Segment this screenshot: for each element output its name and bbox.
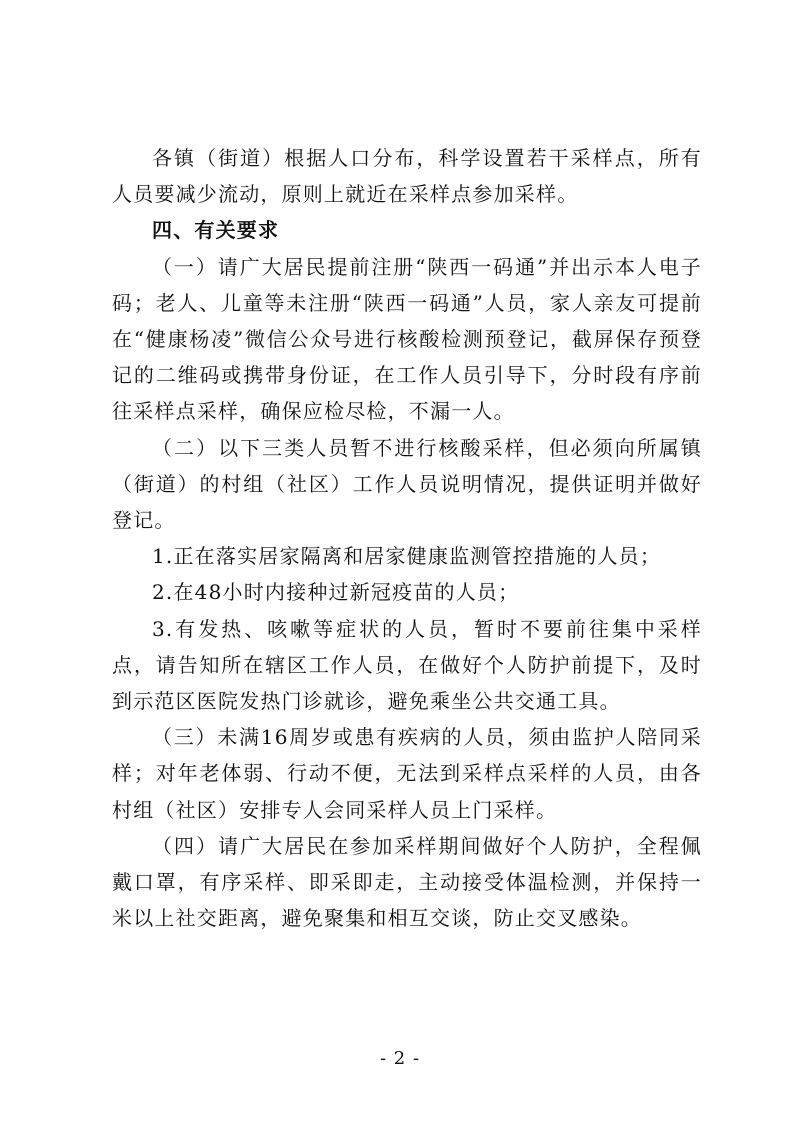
list-item-vaccinated: 2.在48小时内接种过新冠疫苗的人员；: [152, 580, 520, 605]
page-number: - 2 -: [379, 1048, 421, 1069]
document-body: [112, 140, 702, 936]
paragraph-requirement-3: （三）未满16周岁或患有疾病的人员，须由监护人陪同采样；对年老体弱、行动不便，无法到采样点采样的人员，由各村组（社区）安排专人会同采样人员上门采样。: [112, 725, 702, 822]
list-item-home-isolation: 1.正在落实居家隔离和居家健康监测管控措施的人员；: [152, 544, 662, 569]
paragraph-sampling-points: 各镇（街道）根据人口分布，科学设置若干采样点，所有人员要减少流动，原则上就近在采样点参加采样。: [112, 146, 702, 207]
paragraph-requirement-1: （一）请广大居民提前注册“陕西一码通”并出示本人电子码；老人、儿童等未注册“陕西一码通”人员，家人亲友可提前在“健康杨凌”微信公众号进行核酸检测预登记，截屏保存预登记的二维码或携带身份证，在工作人员引导下，分时段有序前往采样点采样，确保应检尽检，不漏一人。: [112, 254, 702, 424]
paragraph-requirement-4: （四）请广大居民在参加采样期间做好个人防护，全程佩戴口罩，有序采样、即采即走，主动接受体温检测，并保持一米以上社交距离，避免聚集和相互交谈，防止交叉感染。: [112, 833, 702, 931]
section-heading-requirements: 四、有关要求: [152, 218, 280, 243]
paragraph-requirement-2: （二）以下三类人员暂不进行核酸采样，但必须向所属镇（街道）的村组（社区）工作人员说明情况，提供证明并做好登记。: [112, 435, 702, 533]
list-item-symptoms: 3.有发热、咳嗽等症状的人员，暂时不要前往集中采样点，请告知所在辖区工作人员，在做好个人防护前提下，及时到示范区医院发热门诊就诊，避免乘坐公共交通工具。: [112, 616, 702, 714]
